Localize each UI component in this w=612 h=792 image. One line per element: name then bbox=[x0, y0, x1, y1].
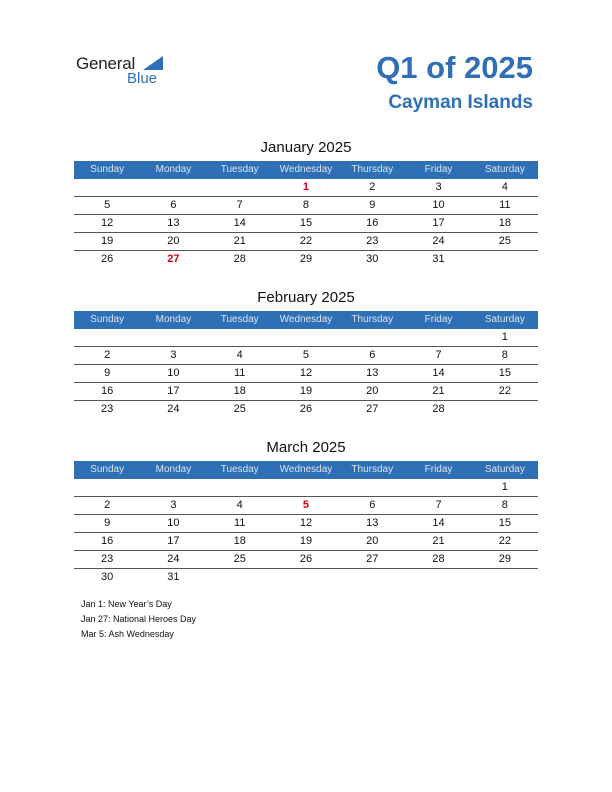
day-cell: 10 bbox=[167, 367, 180, 379]
day-cell bbox=[140, 479, 206, 496]
day-cell: 28 bbox=[432, 553, 445, 565]
weekday-label: Friday bbox=[424, 314, 453, 325]
holiday-note: Jan 27: National Heroes Day bbox=[81, 614, 197, 624]
day-cell: 15 bbox=[498, 367, 511, 379]
day-cell: 15 bbox=[498, 517, 511, 529]
week-row bbox=[74, 569, 538, 586]
logo-general-text: General bbox=[76, 54, 136, 73]
day-cell: 5 bbox=[302, 349, 310, 361]
day-cell: 13 bbox=[366, 367, 379, 379]
day-cell: 26 bbox=[101, 253, 114, 265]
day-cell: 9 bbox=[104, 517, 111, 529]
month-title: January 2025 bbox=[260, 139, 352, 156]
day-cell bbox=[140, 329, 206, 346]
week-row bbox=[74, 347, 538, 365]
day-cell: 9 bbox=[104, 367, 111, 379]
weekday-label: Tuesday bbox=[220, 314, 259, 325]
day-cell: 2 bbox=[104, 499, 111, 511]
day-cell: 20 bbox=[366, 535, 379, 547]
weekday-label: Saturday bbox=[484, 314, 525, 325]
week-row bbox=[74, 197, 538, 215]
day-cell: 25 bbox=[233, 553, 246, 565]
day-cell: 6 bbox=[369, 349, 376, 361]
day-cell: 5 bbox=[302, 499, 310, 511]
weekday-label: Saturday bbox=[484, 164, 525, 175]
weekday-label: Thursday bbox=[351, 464, 394, 475]
day-cell: 27 bbox=[366, 553, 379, 565]
day-cell: 6 bbox=[369, 499, 376, 511]
day-cell bbox=[472, 251, 538, 268]
day-cell: 12 bbox=[101, 217, 114, 229]
day-cell: 26 bbox=[299, 403, 313, 415]
day-cell: 3 bbox=[170, 349, 177, 361]
day-cell bbox=[339, 329, 405, 346]
day-cell bbox=[207, 329, 273, 346]
day-cell: 12 bbox=[299, 517, 313, 529]
day-cell: 23 bbox=[101, 403, 114, 415]
week-row bbox=[74, 551, 538, 569]
day-cell: 13 bbox=[167, 217, 180, 229]
day-cell: 1 bbox=[501, 481, 508, 493]
day-cell: 2 bbox=[369, 181, 376, 193]
weekday-label: Sunday bbox=[90, 314, 125, 325]
day-cell: 15 bbox=[299, 217, 313, 229]
day-cell: 20 bbox=[167, 235, 180, 247]
day-cell bbox=[140, 179, 206, 196]
day-cell bbox=[74, 479, 140, 496]
week-row bbox=[74, 215, 538, 233]
weekday-label: Thursday bbox=[351, 164, 394, 175]
day-cell bbox=[405, 479, 471, 496]
day-cell: 19 bbox=[299, 535, 313, 547]
day-cell: 16 bbox=[101, 535, 114, 547]
day-cell: 11 bbox=[499, 199, 511, 211]
day-cell: 3 bbox=[170, 499, 177, 511]
day-cell: 22 bbox=[498, 535, 511, 547]
week-row bbox=[74, 533, 538, 551]
weekday-header bbox=[74, 311, 538, 329]
day-cell: 27 bbox=[167, 253, 180, 265]
day-cell: 28 bbox=[432, 403, 445, 415]
day-cell: 7 bbox=[236, 199, 243, 211]
day-cell: 23 bbox=[366, 235, 379, 247]
month-calendar bbox=[74, 137, 538, 268]
day-cell: 21 bbox=[233, 235, 246, 247]
weekday-label: Monday bbox=[155, 464, 192, 475]
logo-blue-text: Blue bbox=[127, 70, 158, 87]
week-row bbox=[74, 479, 538, 497]
day-cell bbox=[472, 401, 538, 418]
day-cell: 1 bbox=[302, 181, 310, 193]
day-cell: 4 bbox=[236, 349, 243, 361]
day-cell: 21 bbox=[432, 535, 445, 547]
weekday-label: Friday bbox=[424, 164, 453, 175]
day-cell: 26 bbox=[299, 553, 313, 565]
day-cell: 29 bbox=[498, 553, 511, 565]
day-cell bbox=[207, 569, 273, 586]
day-cell: 24 bbox=[167, 553, 180, 565]
day-cell: 18 bbox=[233, 535, 246, 547]
month-title: March 2025 bbox=[266, 439, 346, 456]
day-cell: 16 bbox=[366, 217, 379, 229]
day-cell bbox=[207, 179, 273, 196]
day-cell: 22 bbox=[498, 385, 511, 397]
day-cell: 17 bbox=[432, 217, 445, 229]
day-cell: 8 bbox=[501, 499, 508, 511]
weekday-header bbox=[74, 461, 538, 479]
weekday-label: Sunday bbox=[90, 464, 125, 475]
day-cell bbox=[339, 569, 405, 586]
day-cell: 1 bbox=[501, 331, 508, 343]
week-row bbox=[74, 365, 538, 383]
weekday-label: Tuesday bbox=[220, 164, 259, 175]
day-cell: 14 bbox=[432, 367, 445, 379]
page-subtitle: Cayman Islands bbox=[388, 92, 533, 113]
holiday-note: Mar 5: Ash Wednesday bbox=[81, 629, 174, 639]
weekday-header bbox=[74, 161, 538, 179]
day-cell: 12 bbox=[299, 367, 313, 379]
day-cell: 8 bbox=[501, 349, 508, 361]
day-cell: 2 bbox=[104, 349, 111, 361]
day-cell bbox=[273, 569, 339, 586]
day-cell: 10 bbox=[432, 199, 445, 211]
weekday-label: Wednesday bbox=[279, 164, 333, 175]
day-cell: 8 bbox=[302, 199, 310, 211]
week-row bbox=[74, 233, 538, 251]
day-cell: 17 bbox=[167, 385, 180, 397]
day-cell: 7 bbox=[435, 499, 442, 511]
weekday-label: Friday bbox=[424, 464, 453, 475]
weekday-label: Tuesday bbox=[220, 464, 259, 475]
day-cell: 11 bbox=[233, 517, 246, 529]
day-cell: 31 bbox=[432, 253, 445, 265]
day-cell: 30 bbox=[101, 571, 114, 583]
day-cell bbox=[405, 569, 471, 586]
weekday-label: Wednesday bbox=[279, 464, 333, 475]
week-row bbox=[74, 251, 538, 268]
day-cell: 19 bbox=[299, 385, 313, 397]
month-calendar bbox=[74, 287, 538, 418]
logo bbox=[76, 52, 176, 88]
week-row bbox=[74, 179, 538, 197]
day-cell: 16 bbox=[101, 385, 114, 397]
day-cell: 25 bbox=[233, 403, 246, 415]
day-cell: 5 bbox=[104, 199, 111, 211]
logo-triangle-icon bbox=[143, 56, 163, 70]
weekday-label: Monday bbox=[155, 164, 192, 175]
page-title: Q1 of 2025 bbox=[376, 50, 533, 85]
day-cell: 29 bbox=[299, 253, 313, 265]
week-row bbox=[74, 515, 538, 533]
weekday-label: Sunday bbox=[90, 164, 125, 175]
weekday-label: Wednesday bbox=[279, 314, 333, 325]
holiday-notes bbox=[81, 597, 196, 642]
week-row bbox=[74, 401, 538, 418]
day-cell: 10 bbox=[167, 517, 180, 529]
day-cell: 6 bbox=[170, 199, 177, 211]
day-cell: 11 bbox=[233, 367, 246, 379]
day-cell: 14 bbox=[233, 217, 246, 229]
day-cell: 4 bbox=[236, 499, 243, 511]
day-cell: 31 bbox=[167, 571, 180, 583]
month-title: February 2025 bbox=[257, 289, 355, 306]
day-cell: 25 bbox=[498, 235, 511, 247]
day-cell: 14 bbox=[432, 517, 445, 529]
weekday-label: Saturday bbox=[484, 464, 525, 475]
week-row bbox=[74, 383, 538, 401]
holiday-note: Jan 1: New Year’s Day bbox=[81, 599, 172, 609]
day-cell: 22 bbox=[299, 235, 313, 247]
day-cell: 27 bbox=[366, 403, 379, 415]
day-cell: 13 bbox=[366, 517, 379, 529]
day-cell: 24 bbox=[167, 403, 180, 415]
day-cell: 7 bbox=[435, 349, 442, 361]
day-cell: 23 bbox=[101, 553, 114, 565]
day-cell bbox=[74, 179, 140, 196]
day-cell bbox=[405, 329, 471, 346]
day-cell: 19 bbox=[101, 235, 114, 247]
month-calendar bbox=[74, 437, 538, 586]
day-cell: 18 bbox=[233, 385, 246, 397]
day-cell: 30 bbox=[366, 253, 379, 265]
week-row bbox=[74, 497, 538, 515]
day-cell: 20 bbox=[366, 385, 379, 397]
day-cell: 3 bbox=[435, 181, 442, 193]
day-cell bbox=[273, 329, 339, 346]
day-cell: 21 bbox=[432, 385, 445, 397]
day-cell bbox=[273, 479, 339, 496]
day-cell: 4 bbox=[501, 181, 508, 193]
day-cell: 18 bbox=[498, 217, 511, 229]
day-cell: 24 bbox=[432, 235, 445, 247]
weekday-label: Thursday bbox=[351, 314, 394, 325]
day-cell: 28 bbox=[233, 253, 246, 265]
day-cell bbox=[339, 479, 405, 496]
day-cell: 17 bbox=[167, 535, 180, 547]
weekday-label: Monday bbox=[155, 314, 192, 325]
day-cell bbox=[207, 479, 273, 496]
week-row bbox=[74, 329, 538, 347]
day-cell bbox=[74, 329, 140, 346]
day-cell bbox=[472, 569, 538, 586]
day-cell: 9 bbox=[369, 199, 376, 211]
